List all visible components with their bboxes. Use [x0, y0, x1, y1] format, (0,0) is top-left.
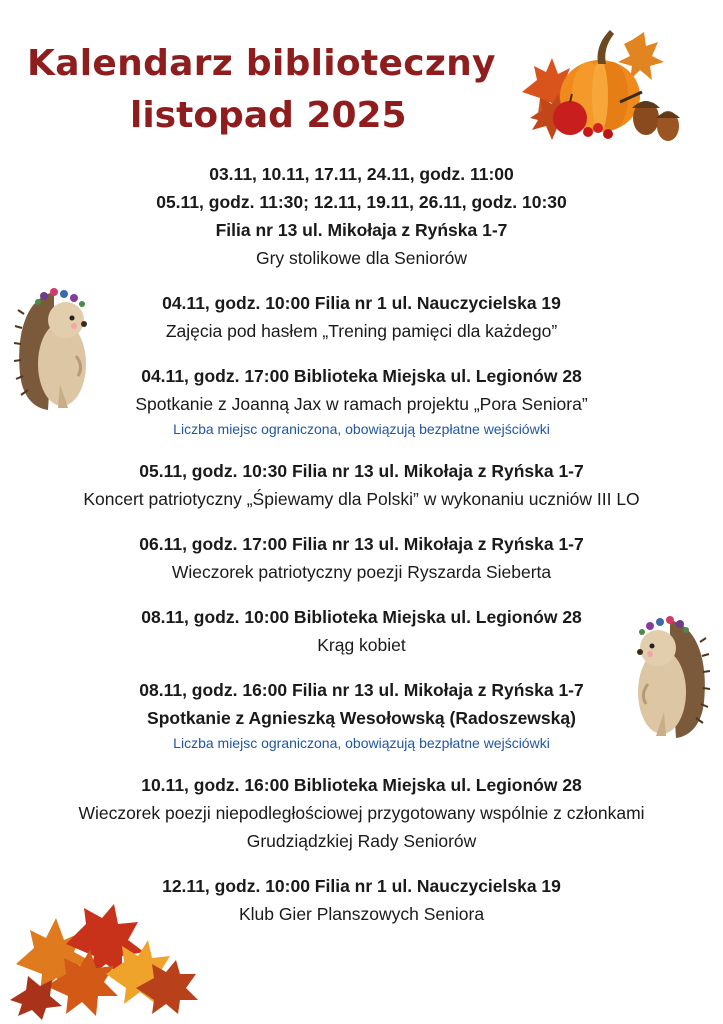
event-item — [0, 160, 723, 272]
event-date-location: 04.11, godz. 10:00 Filia nr 1 ul. Nauczycielska 19 — [162, 293, 561, 313]
event-description: Grudziądzkiej Rady Seniorów — [246, 831, 477, 851]
event-date-location: 12.11, godz. 10:00 Filia nr 1 ul. Nauczycielska 19 — [162, 876, 561, 896]
event-item — [0, 362, 723, 440]
event-description: Wieczorek patriotyczny poezji Ryszarda Sieberta — [171, 562, 552, 582]
event-date-location: 08.11, godz. 10:00 Biblioteka Miejska ul. Legionów 28 — [141, 607, 582, 627]
event-item — [0, 676, 723, 754]
event-item — [0, 457, 723, 513]
event-description: Spotkanie z Joanną Jax w ramach projektu „Pora Seniora” — [135, 394, 588, 414]
event-date-location: 10.11, godz. 16:00 Biblioteka Miejska ul. Legionów 28 — [141, 775, 582, 795]
event-note: Liczba miejsc ograniczona, obowiązują bezpłatne wejściówki — [173, 421, 550, 437]
event-description: Gry stolikowe dla Seniorów — [255, 248, 468, 268]
event-date-location: 06.11, godz. 17:00 Filia nr 13 ul. Mikołaja z Ryńska 1-7 — [139, 534, 584, 554]
event-date-location: 03.11, 10.11, 17.11, 24.11, godz. 11:00 — [209, 164, 514, 184]
title-line-2: listopad 2025 — [130, 95, 407, 136]
event-description: Filia nr 13 ul. Mikołaja z Ryńska 1-7 — [215, 220, 508, 240]
pumpkin-autumn-icon — [512, 22, 692, 150]
event-item — [0, 872, 723, 928]
event-description: 05.11, godz. 11:30; 12.11, 19.11, 26.11, godz. 10:30 — [156, 192, 567, 212]
event-date-location: 04.11, godz. 17:00 Biblioteka Miejska ul. Legionów 28 — [141, 366, 582, 386]
event-item — [0, 603, 723, 659]
event-description: Zajęcia pod hasłem „Trening pamięci dla każdego” — [165, 321, 558, 341]
event-list — [0, 160, 723, 945]
event-description: Spotkanie z Agnieszką Wesołowską (Radoszewską) — [147, 708, 576, 728]
event-note: Liczba miejsc ograniczona, obowiązują bezpłatne wejściówki — [173, 735, 550, 751]
event-date-location: 08.11, godz. 16:00 Filia nr 13 ul. Mikołaja z Ryńska 1-7 — [139, 680, 584, 700]
event-item — [0, 530, 723, 586]
title-line-1: Kalendarz biblioteczny — [27, 43, 496, 84]
event-description: Klub Gier Planszowych Seniora — [238, 904, 485, 924]
page-title — [0, 38, 560, 142]
event-item — [0, 771, 723, 855]
event-description: Krąg kobiet — [317, 635, 406, 655]
event-item — [0, 289, 723, 345]
event-description: Koncert patriotyczny „Śpiewamy dla Polski” w wykonaniu uczniów III LO — [83, 489, 640, 509]
event-description: Wieczorek poezji niepodległościowej przygotowany wspólnie z członkami — [78, 803, 645, 823]
event-date-location: 05.11, godz. 10:30 Filia nr 13 ul. Mikołaja z Ryńska 1-7 — [139, 461, 584, 481]
